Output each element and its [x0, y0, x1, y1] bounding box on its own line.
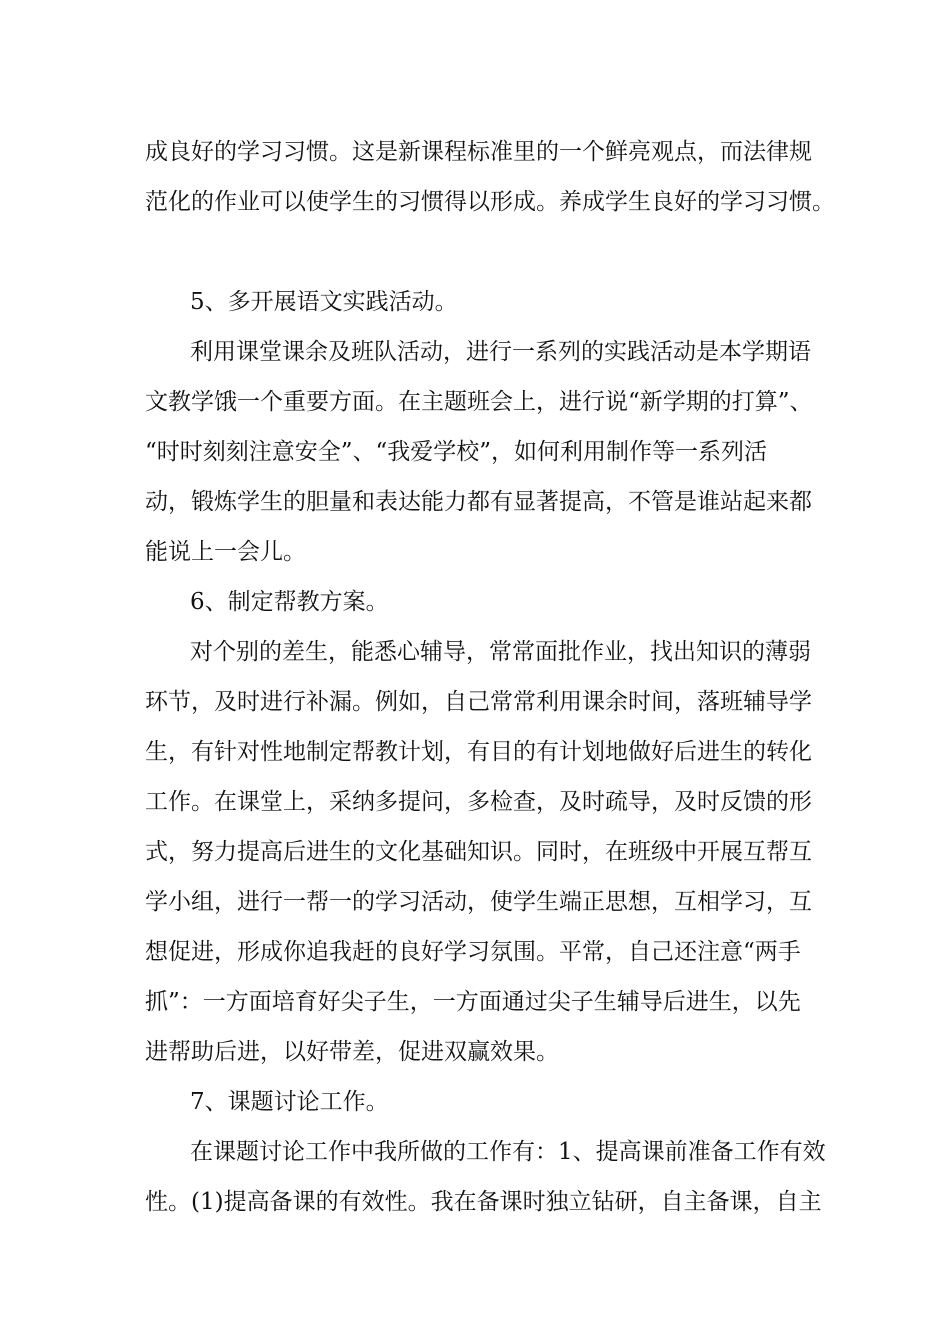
section-heading-6: 6、制定帮教方案。	[190, 589, 389, 615]
text-line: 能说上一会儿。	[145, 539, 306, 565]
text-line: 生，有针对性地制定帮教计划，有目的有计划地做好后进生的转化	[145, 739, 812, 765]
text-line: 式，努力提高后进生的文化基础知识。同时，在班级中开展互帮互	[145, 839, 812, 865]
text-line: 环节，及时进行补漏。例如，自己常常利用课余时间，落班辅导学	[145, 689, 812, 715]
text-line: 学小组，进行一帮一的学习活动，使学生端正思想，互相学习，互	[145, 889, 812, 915]
section-heading-7: 7、课题讨论工作。	[190, 1089, 389, 1115]
text-line: 性。(1)提高备课的有效性。我在备课时独立钻研，自主备课，自主	[145, 1189, 822, 1215]
text-line: 对个别的差生，能悉心辅导，常常面批作业，找出知识的薄弱	[190, 639, 811, 665]
text-line: 文教学饿一个重要方面。在主题班会上，进行说“新学期的打算”、	[145, 389, 813, 415]
text-line: 成良好的学习习惯。这是新课程标准里的一个鲜亮观点，而法律规	[145, 139, 812, 165]
text-line: 动，锻炼学生的胆量和表达能力都有显著提高，不管是谁站起来都	[145, 489, 812, 515]
text-line: “时时刻刻注意安全”、“我爱学校”，如何利用制作等一系列活	[145, 439, 768, 465]
text-line: 在课题讨论工作中我所做的工作有：1、提高课前准备工作有效	[190, 1139, 826, 1165]
text-line: 进帮助后进，以好带差，促进双赢效果。	[145, 1039, 559, 1065]
text-line: 工作。在课堂上，采纳多提问，多检查，及时疏导，及时反馈的形	[145, 789, 812, 815]
section-heading-5: 5、多开展语文实践活动。	[190, 289, 458, 315]
text-line: 抓”：一方面培育好尖子生，一方面通过尖子生辅导后进生，以先	[145, 989, 801, 1015]
text-line: 利用课堂课余及班队活动，进行一系列的实践活动是本学期语	[190, 339, 811, 365]
text-line: 想促进，形成你追我赶的良好学习氛围。平常，自己还注意“两手	[145, 939, 801, 965]
text-line: 范化的作业可以使学生的习惯得以形成。养成学生良好的学习习惯。	[145, 189, 835, 215]
